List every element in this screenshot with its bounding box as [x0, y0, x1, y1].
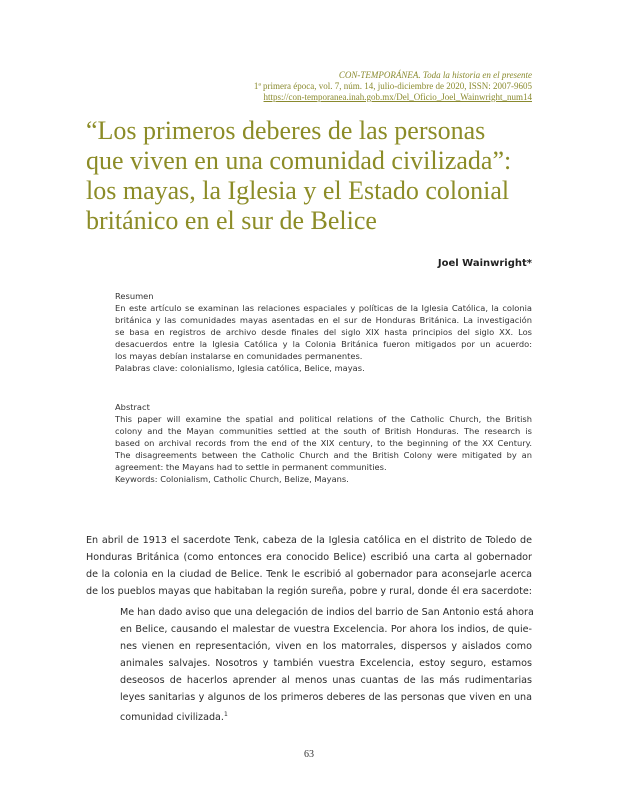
body-line: de los pueblos mayas que habitaban la región sureña, pobre y rural, donde él era sacerdote:	[86, 586, 532, 597]
article-url-link[interactable]: https://con-temporanea.inah.gob.mx/Del_Oficio_Joel_Wainwright_num14	[263, 92, 532, 102]
body-line: de la colonia en la ciudad de Belice. Tenk le escribió al gobernador para aconsejarle acerca	[86, 569, 532, 580]
resumen-line: desacuerdos entre la Iglesia Católica y la Colonia Británica fueron mitigados por un acuerdo:	[115, 339, 532, 349]
quote-line: leyes sanitarias y algunos de los primeros deberes de las personas que viven en una	[120, 692, 532, 703]
resumen-line: británica y las comunidades mayas asentadas en el sur de Honduras Británica. La investigación	[115, 315, 532, 325]
abstract-line: agreement: the Mayans had to settle in permanent communities.	[115, 462, 387, 472]
journal-name: CON-TEMPORÁNEA. Toda la historia en el presente	[338, 70, 532, 80]
body-line: Honduras Británica (como entonces era conocido Belice) escribió una carta al gobernador	[86, 552, 532, 563]
author-name: Joel Wainwright*	[437, 258, 532, 269]
body-line: En abril de 1913 el sacerdote Tenk, cabeza de la Iglesia católica en el distrito de Toledo de	[86, 535, 532, 546]
article-title	[86, 116, 556, 236]
quote-line: Me han dado aviso que una delegación de indios del barrio de San Antonio está ahora	[120, 607, 534, 618]
resumen-line: En este artículo se examinan las relaciones espaciales y políticas de la Iglesia Católica, la colonia	[115, 303, 532, 313]
footnote-marker[interactable]: 1	[223, 711, 228, 718]
title-line: que viven en una comunidad civilizada”:	[86, 146, 512, 175]
abstract-line: based on archival records from the end of the XIX century, to the beginning of the XX Century.	[115, 438, 532, 448]
abstract-line: This paper will examine the spatial and political relations of the Catholic Church, the British	[115, 414, 532, 424]
journal-header	[92, 70, 532, 103]
body-paragraph	[86, 532, 532, 600]
abstract-line: The disagreements between the Catholic Church and the British Colony were mitigated by an	[115, 450, 532, 460]
quote-line: animales salvajes. Nosotros y también vuestra Excelencia, estoy seguro, estamos	[120, 658, 532, 669]
block-quote	[120, 604, 532, 726]
resumen-section	[115, 290, 532, 374]
title-line: los mayas, la Iglesia y el Estado colonial	[86, 176, 510, 205]
title-line: británico en el sur de Belice	[86, 206, 377, 235]
resumen-keywords: Palabras clave: colonialismo, Iglesia católica, Belice, mayas.	[115, 363, 365, 373]
quote-last-line	[120, 706, 532, 726]
quote-line: en Belice, causando el malestar de vuestra Excelencia. Por ahora los indios, de quie-	[120, 624, 532, 635]
abstract-heading: Abstract	[115, 402, 150, 412]
abstract-line: colony and the Mayan communities settled at the south of British Honduras. The research is	[115, 426, 532, 436]
resumen-line: los mayas debían instalarse en comunidades permanentes.	[115, 351, 363, 361]
abstract-section	[115, 401, 532, 485]
issue-info: 1ª primera época, vol. 7, núm. 14, julio-diciembre de 2020, ISSN: 2007-9605	[253, 81, 532, 91]
quote-line: nes vienen en representación, viven en los matorrales, dispersos y aislados como	[120, 641, 532, 652]
resumen-line: se basa en registros de archivo desde finales del siglo XIX hasta principios del siglo XX. Los	[115, 327, 532, 337]
quote-line: deseosos de hacerlos aprender al menos unas cuantas de las más rudimentarias	[120, 675, 532, 686]
quote-line: comunidad civilizada.	[120, 712, 224, 724]
page-number: 63	[304, 749, 314, 760]
title-line: “Los primeros deberes de las personas	[86, 116, 486, 145]
resumen-heading: Resumen	[115, 291, 154, 301]
abstract-keywords: Keywords: Colonialism, Catholic Church, Belize, Mayans.	[115, 474, 349, 484]
